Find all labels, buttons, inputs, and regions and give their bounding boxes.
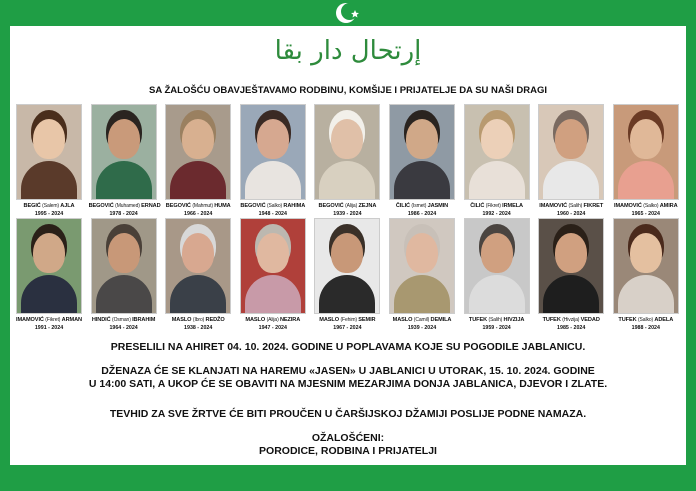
first-name: IBRAHIM — [132, 317, 156, 323]
mourners-label: OŽALOŠĆENI: — [311, 432, 385, 444]
portrait-face — [406, 119, 438, 159]
person-card — [312, 104, 382, 217]
portrait-face — [108, 233, 140, 273]
parent-name: (Salko) — [637, 317, 655, 323]
first-name: NEZIRA — [279, 317, 301, 323]
date-of-death-text: PRESELILI NA AHIRET 04. 10. 2024. GODINE U POPLAVAMA KOJE SU POGODILE JABLANICU. — [110, 341, 586, 353]
parent-name: (Hivzija) — [562, 317, 581, 323]
first-name: HUMA — [214, 203, 231, 209]
person-card — [89, 104, 159, 217]
portrait-photo — [165, 104, 231, 200]
parent-name: (Alija) — [345, 203, 359, 209]
first-name: FIKRET — [583, 203, 604, 209]
person-card — [387, 218, 457, 331]
person-card — [387, 104, 457, 217]
arabic-calligraphy-title: إرتحال دار بقا — [274, 36, 422, 66]
portrait-shoulders — [96, 161, 152, 200]
mourners-list: PORODICE, RODBINA I PRIJATELJI — [259, 445, 437, 457]
first-name: ZEJNA — [358, 203, 377, 209]
parent-name: (Muhamed) — [115, 203, 142, 209]
portrait-photo — [314, 104, 380, 200]
portrait-shoulders — [319, 275, 375, 314]
portrait-face — [108, 119, 140, 159]
person-card — [611, 218, 681, 331]
first-name: ARMAN — [61, 317, 82, 323]
mourners-block — [10, 432, 686, 458]
portrait-photo — [464, 104, 530, 200]
portrait-shoulders — [469, 161, 525, 200]
person-name — [387, 203, 457, 209]
portrait-face — [33, 233, 65, 273]
tevhid-text: TEVHID ZA SVE ŽRTVE ĆE BITI PROUČEN U ČARŠIJSKOJ DŽAMIJI POSLIJE PODNE NAMAZA. — [109, 408, 587, 420]
portrait-photo — [314, 218, 380, 314]
life-years: 1985 - 2024 — [557, 325, 586, 331]
person-name — [462, 203, 532, 209]
person-name — [163, 317, 233, 323]
first-name: RAHIMA — [283, 203, 306, 209]
parent-name: (Fehim) — [340, 317, 359, 323]
life-years: 1978 - 2024 — [109, 211, 138, 217]
person-name — [312, 317, 382, 323]
person-card — [14, 218, 84, 331]
first-name: IRMELA — [502, 203, 523, 209]
portrait-photo — [538, 104, 604, 200]
person-card — [238, 104, 308, 217]
portrait-shoulders — [21, 161, 77, 200]
life-years: 1991 - 2024 — [34, 325, 64, 331]
surname: MASLO — [245, 317, 267, 323]
parent-name: (Salko) — [643, 203, 660, 209]
portrait-photo — [165, 218, 231, 314]
parent-name: (Fikret) — [485, 203, 503, 209]
portrait-face — [257, 233, 289, 273]
first-name: HIVZIJA — [503, 317, 525, 323]
portrait-shoulders — [543, 275, 599, 314]
person-card — [611, 104, 681, 217]
first-name: SEMIR — [358, 317, 376, 323]
person-name — [536, 317, 606, 323]
person-card — [163, 104, 233, 217]
portrait-face — [182, 233, 214, 273]
first-name: ADELA — [654, 317, 674, 323]
surname: TUFEK — [618, 317, 638, 323]
life-years: 1967 - 2024 — [333, 325, 362, 331]
life-years: 1938 - 2024 — [184, 325, 213, 331]
portrait-shoulders — [21, 275, 77, 314]
portrait-face — [481, 119, 513, 159]
surname: IMAMOVIĆ — [614, 203, 644, 209]
portrait-photo — [538, 218, 604, 314]
surname: ČILIĆ — [395, 203, 412, 209]
person-name — [14, 317, 84, 323]
surname: TUFEK — [468, 317, 489, 323]
surname: MASLO — [171, 317, 193, 323]
first-name: REDŽO — [205, 317, 225, 323]
person-name — [163, 203, 233, 209]
life-years: 1959 - 2024 — [482, 325, 511, 331]
life-years: 1965 - 2024 — [631, 211, 660, 217]
portrait-photo — [389, 104, 455, 200]
surname: IMAMOVIĆ — [16, 317, 46, 323]
person-card — [462, 104, 532, 217]
person-name — [312, 203, 382, 209]
life-years: 1939 - 2024 — [333, 211, 362, 217]
surname: HINDIĆ — [91, 317, 113, 323]
person-card — [536, 104, 606, 217]
life-years: 1948 - 2024 — [258, 211, 287, 217]
portrait-face — [555, 233, 587, 273]
person-name — [611, 317, 681, 323]
first-name: AMIRA — [659, 203, 678, 209]
person-name — [462, 317, 532, 323]
surname: MASLO — [319, 317, 341, 323]
portrait-shoulders — [394, 275, 450, 314]
life-years: 1966 - 2024 — [184, 211, 213, 217]
parent-name: (Fikret) — [45, 317, 62, 323]
portrait-photo — [240, 104, 306, 200]
portrait-face — [33, 119, 65, 159]
first-name: VEDAD — [580, 317, 600, 323]
surname: TUFEK — [542, 317, 563, 323]
life-years: 1960 - 2024 — [557, 211, 586, 217]
first-name: JASMIN — [427, 203, 449, 209]
portrait-shoulders — [469, 275, 525, 314]
parent-name: (Osman) — [112, 317, 133, 323]
portrait-photo — [91, 218, 157, 314]
person-name — [89, 317, 159, 323]
parent-name: (Alija) — [266, 317, 280, 323]
portrait-photo — [613, 104, 679, 200]
person-name — [238, 203, 308, 209]
portrait-face — [481, 233, 513, 273]
portrait-shoulders — [245, 161, 301, 200]
portrait-shoulders — [543, 161, 599, 200]
person-card — [163, 218, 233, 331]
portrait-photo — [613, 218, 679, 314]
surname: ČILIĆ — [470, 203, 486, 209]
parent-name: (Salem) — [42, 203, 61, 209]
portrait-face — [182, 119, 214, 159]
person-name — [387, 317, 457, 323]
obituary-notice — [10, 26, 686, 465]
surname: BEGOVIĆ — [318, 203, 346, 209]
person-card — [14, 104, 84, 217]
surname: BEGOVIĆ — [240, 203, 267, 209]
portrait-shoulders — [618, 275, 674, 314]
first-name: DEMILA — [430, 317, 452, 323]
portrait-photo — [91, 104, 157, 200]
life-years: 1939 - 2024 — [407, 325, 437, 331]
life-years: 1995 - 2024 — [34, 211, 64, 217]
surname: BEGOVIĆ — [165, 203, 193, 209]
person-name — [14, 203, 84, 209]
parent-name: (Mahmut) — [192, 203, 215, 209]
parent-name: (Camil) — [413, 317, 431, 323]
life-years: 1992 - 2024 — [482, 211, 511, 217]
person-name — [611, 203, 681, 209]
person-card — [536, 218, 606, 331]
portrait-face — [406, 233, 438, 273]
crescent-star-icon — [334, 1, 362, 25]
portrait-face — [630, 119, 662, 159]
portrait-shoulders — [319, 161, 375, 200]
portrait-shoulders — [394, 161, 450, 200]
portrait-shoulders — [96, 275, 152, 314]
parent-name: (Ibro) — [192, 317, 206, 323]
portrait-photo — [16, 104, 82, 200]
portrait-photo — [16, 218, 82, 314]
person-card — [89, 218, 159, 331]
intro-text: SA ŽALOŠĆU OBAVJEŠTAVAMO RODBINU, KOMŠIJE I PRIJATELJE DA SU NAŠI DRAGI — [149, 85, 547, 96]
portrait-face — [257, 119, 289, 159]
funeral-line-2: U 14:00 SATI, A UKOP ĆE SE OBAVITI NA MJESNIM MEZARJIMA DONJA JABLANICA, DJEVOR I ZLATE. — [88, 378, 608, 390]
portrait-shoulders — [170, 275, 226, 314]
parent-name: (Salko) — [266, 203, 284, 209]
person-name — [238, 317, 308, 323]
surname: MASLO — [392, 317, 414, 323]
portrait-face — [331, 119, 363, 159]
portrait-face — [630, 233, 662, 273]
portrait-face — [555, 119, 587, 159]
parent-name: (Salih) — [488, 317, 504, 323]
parent-name: (Ismet) — [411, 203, 428, 209]
portrait-face — [331, 233, 363, 273]
portrait-photo — [240, 218, 306, 314]
portrait-photo — [389, 218, 455, 314]
person-name — [536, 203, 606, 209]
first-name: ERNAD — [141, 203, 161, 209]
portrait-photo — [464, 218, 530, 314]
funeral-info-text — [10, 365, 686, 391]
surname: BEGIĆ — [23, 203, 43, 209]
surname: BEGOVIĆ — [88, 203, 116, 209]
portrait-shoulders — [618, 161, 674, 200]
life-years: 1988 - 2024 — [631, 325, 660, 331]
life-years: 1964 - 2024 — [109, 325, 138, 331]
portrait-shoulders — [245, 275, 301, 314]
life-years: 1986 - 2024 — [407, 211, 437, 217]
parent-name: (Salih) — [568, 203, 584, 209]
person-card — [312, 218, 382, 331]
person-card — [462, 218, 532, 331]
portrait-shoulders — [170, 161, 226, 200]
person-name — [89, 203, 159, 209]
first-name: AJLA — [60, 203, 75, 209]
funeral-line-1: DŽENAZA ĆE SE KLANJATI NA HAREMU «JASEN» U JABLANICI U UTORAK, 15. 10. 2024. GODINE — [101, 365, 595, 377]
person-card — [238, 218, 308, 331]
surname: IMAMOVIĆ — [539, 203, 569, 209]
life-years: 1947 - 2024 — [258, 325, 287, 331]
